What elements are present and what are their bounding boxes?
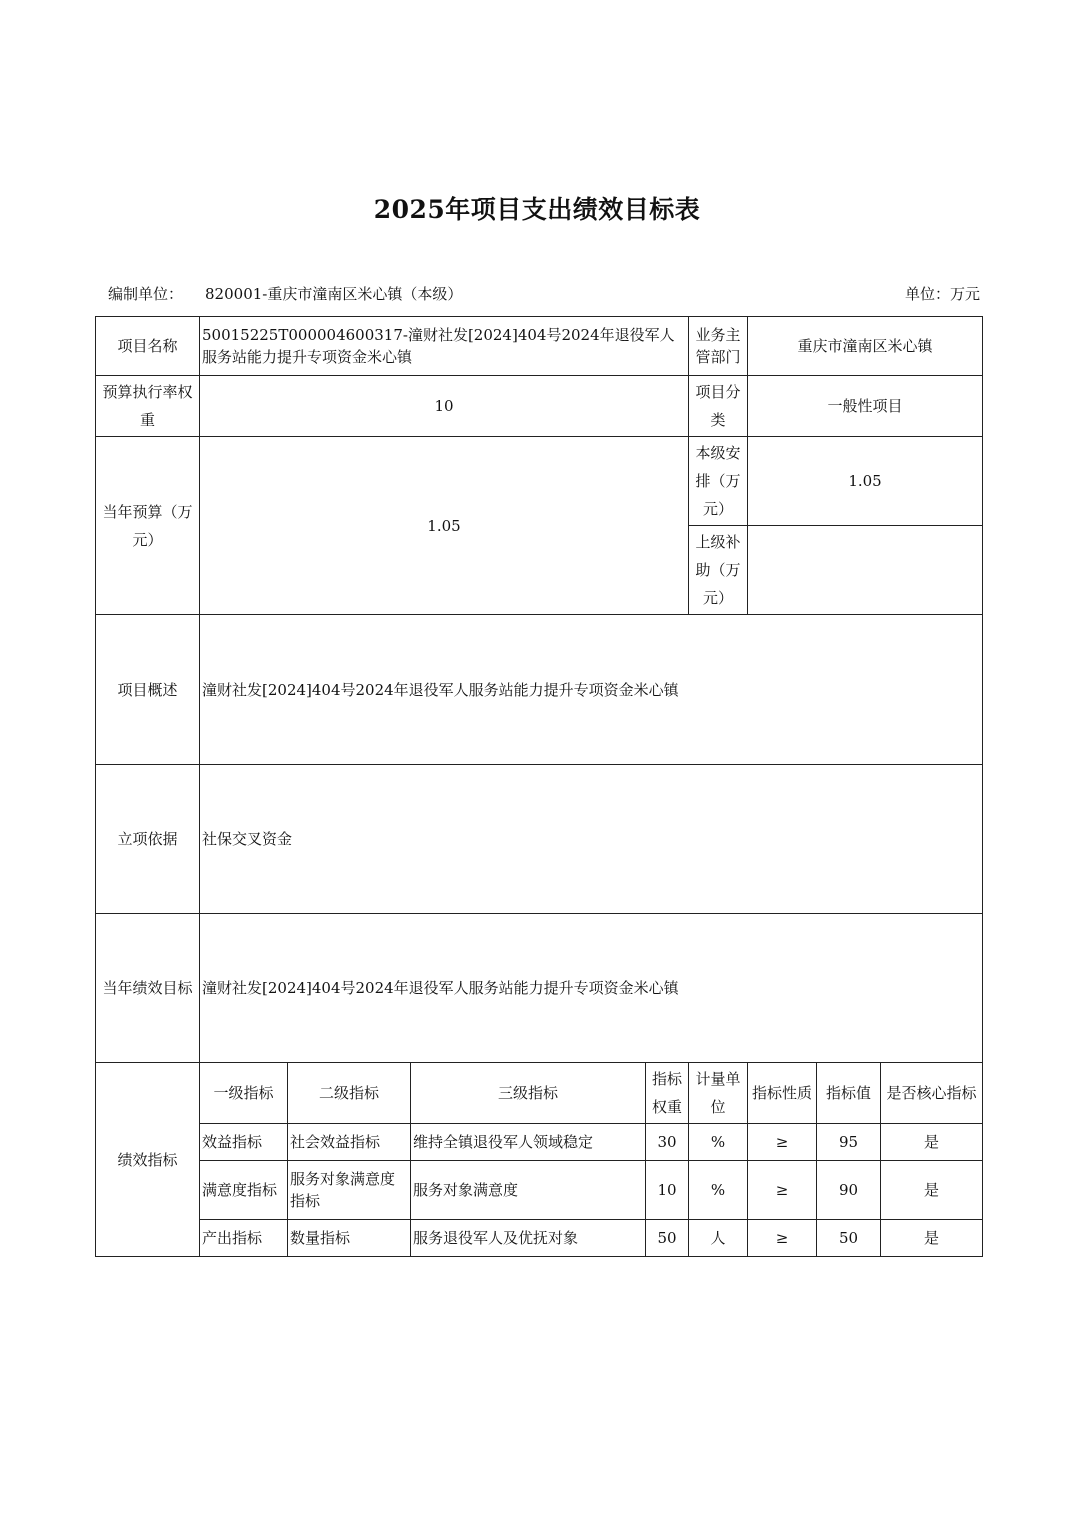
local-budget-label: 本级安排（万元） (689, 437, 748, 526)
exec-weight-label: 预算执行率权重 (96, 376, 200, 437)
project-name-value: 50015225T000004600317-潼财社发[2024]404号2024年退役军人服务站能力提升专项资金米心镇 (200, 317, 689, 376)
indicator-value: 95 (817, 1124, 881, 1161)
indicator-level1: 产出指标 (200, 1220, 288, 1257)
indicator-core: 是 (881, 1124, 983, 1161)
indicator-weight: 10 (646, 1161, 689, 1220)
indicator-level1: 效益指标 (200, 1124, 288, 1161)
budget-value: 1.05 (200, 437, 689, 615)
indicator-core: 是 (881, 1161, 983, 1220)
basis-label: 立项依据 (96, 765, 200, 914)
indicator-nature: ≥ (748, 1124, 817, 1161)
indicator-level1: 满意度指标 (200, 1161, 288, 1220)
annual-goal-value: 潼财社发[2024]404号2024年退役军人服务站能力提升专项资金米心镇 (200, 914, 983, 1063)
indicator-core: 是 (881, 1220, 983, 1257)
performance-table (95, 316, 983, 1257)
project-name-label: 项目名称 (96, 317, 200, 376)
indicator-level2: 服务对象满意度指标 (288, 1161, 411, 1220)
indicator-unit: 人 (689, 1220, 748, 1257)
indicator-header: 三级指标 (411, 1063, 646, 1124)
upper-subsidy-value (748, 526, 983, 615)
indicator-unit: % (689, 1161, 748, 1220)
indicator-value: 90 (817, 1161, 881, 1220)
indicator-header: 指标值 (817, 1063, 881, 1124)
indicator-header: 一级指标 (200, 1063, 288, 1124)
indicator-header: 二级指标 (288, 1063, 411, 1124)
indicator-header: 指标权重 (646, 1063, 689, 1124)
compiling-unit-value: 820001-重庆市潼南区米心镇（本级） (205, 285, 463, 303)
indicator-header: 计量单位 (689, 1063, 748, 1124)
exec-weight-value: 10 (200, 376, 689, 437)
indicator-level3: 维持全镇退役军人领域稳定 (411, 1124, 646, 1161)
currency-unit: 单位：万元 (904, 285, 980, 303)
compiling-unit (108, 283, 462, 304)
indicator-row (96, 1124, 983, 1161)
indicator-level2: 社会效益指标 (288, 1124, 411, 1161)
annual-goal-label: 当年绩效目标 (96, 914, 200, 1063)
budget-label: 当年预算（万元） (96, 437, 200, 615)
category-value: 一般性项目 (748, 376, 983, 437)
indicator-header: 指标性质 (748, 1063, 817, 1124)
indicator-header: 是否核心指标 (881, 1063, 983, 1124)
indicators-label: 绩效指标 (96, 1063, 200, 1257)
category-label: 项目分类 (689, 376, 748, 437)
indicator-unit: % (689, 1124, 748, 1161)
dept-label: 业务主管部门 (689, 317, 748, 376)
overview-label: 项目概述 (96, 615, 200, 765)
overview-value: 潼财社发[2024]404号2024年退役军人服务站能力提升专项资金米心镇 (200, 615, 983, 765)
indicator-nature: ≥ (748, 1161, 817, 1220)
indicator-row (96, 1220, 983, 1257)
indicator-level3: 服务退役军人及优抚对象 (411, 1220, 646, 1257)
indicator-row (96, 1161, 983, 1220)
indicator-level3: 服务对象满意度 (411, 1161, 646, 1220)
local-budget-value: 1.05 (748, 437, 983, 526)
upper-subsidy-label: 上级补助（万元） (689, 526, 748, 615)
compiling-unit-label: 编制单位： (108, 285, 184, 303)
page-title: 2025年项目支出绩效目标表 (373, 195, 701, 224)
indicator-level2: 数量指标 (288, 1220, 411, 1257)
indicator-value: 50 (817, 1220, 881, 1257)
indicator-nature: ≥ (748, 1220, 817, 1257)
dept-value: 重庆市潼南区米心镇 (748, 317, 983, 376)
indicator-weight: 50 (646, 1220, 689, 1257)
indicator-weight: 30 (646, 1124, 689, 1161)
basis-value: 社保交叉资金 (200, 765, 983, 914)
